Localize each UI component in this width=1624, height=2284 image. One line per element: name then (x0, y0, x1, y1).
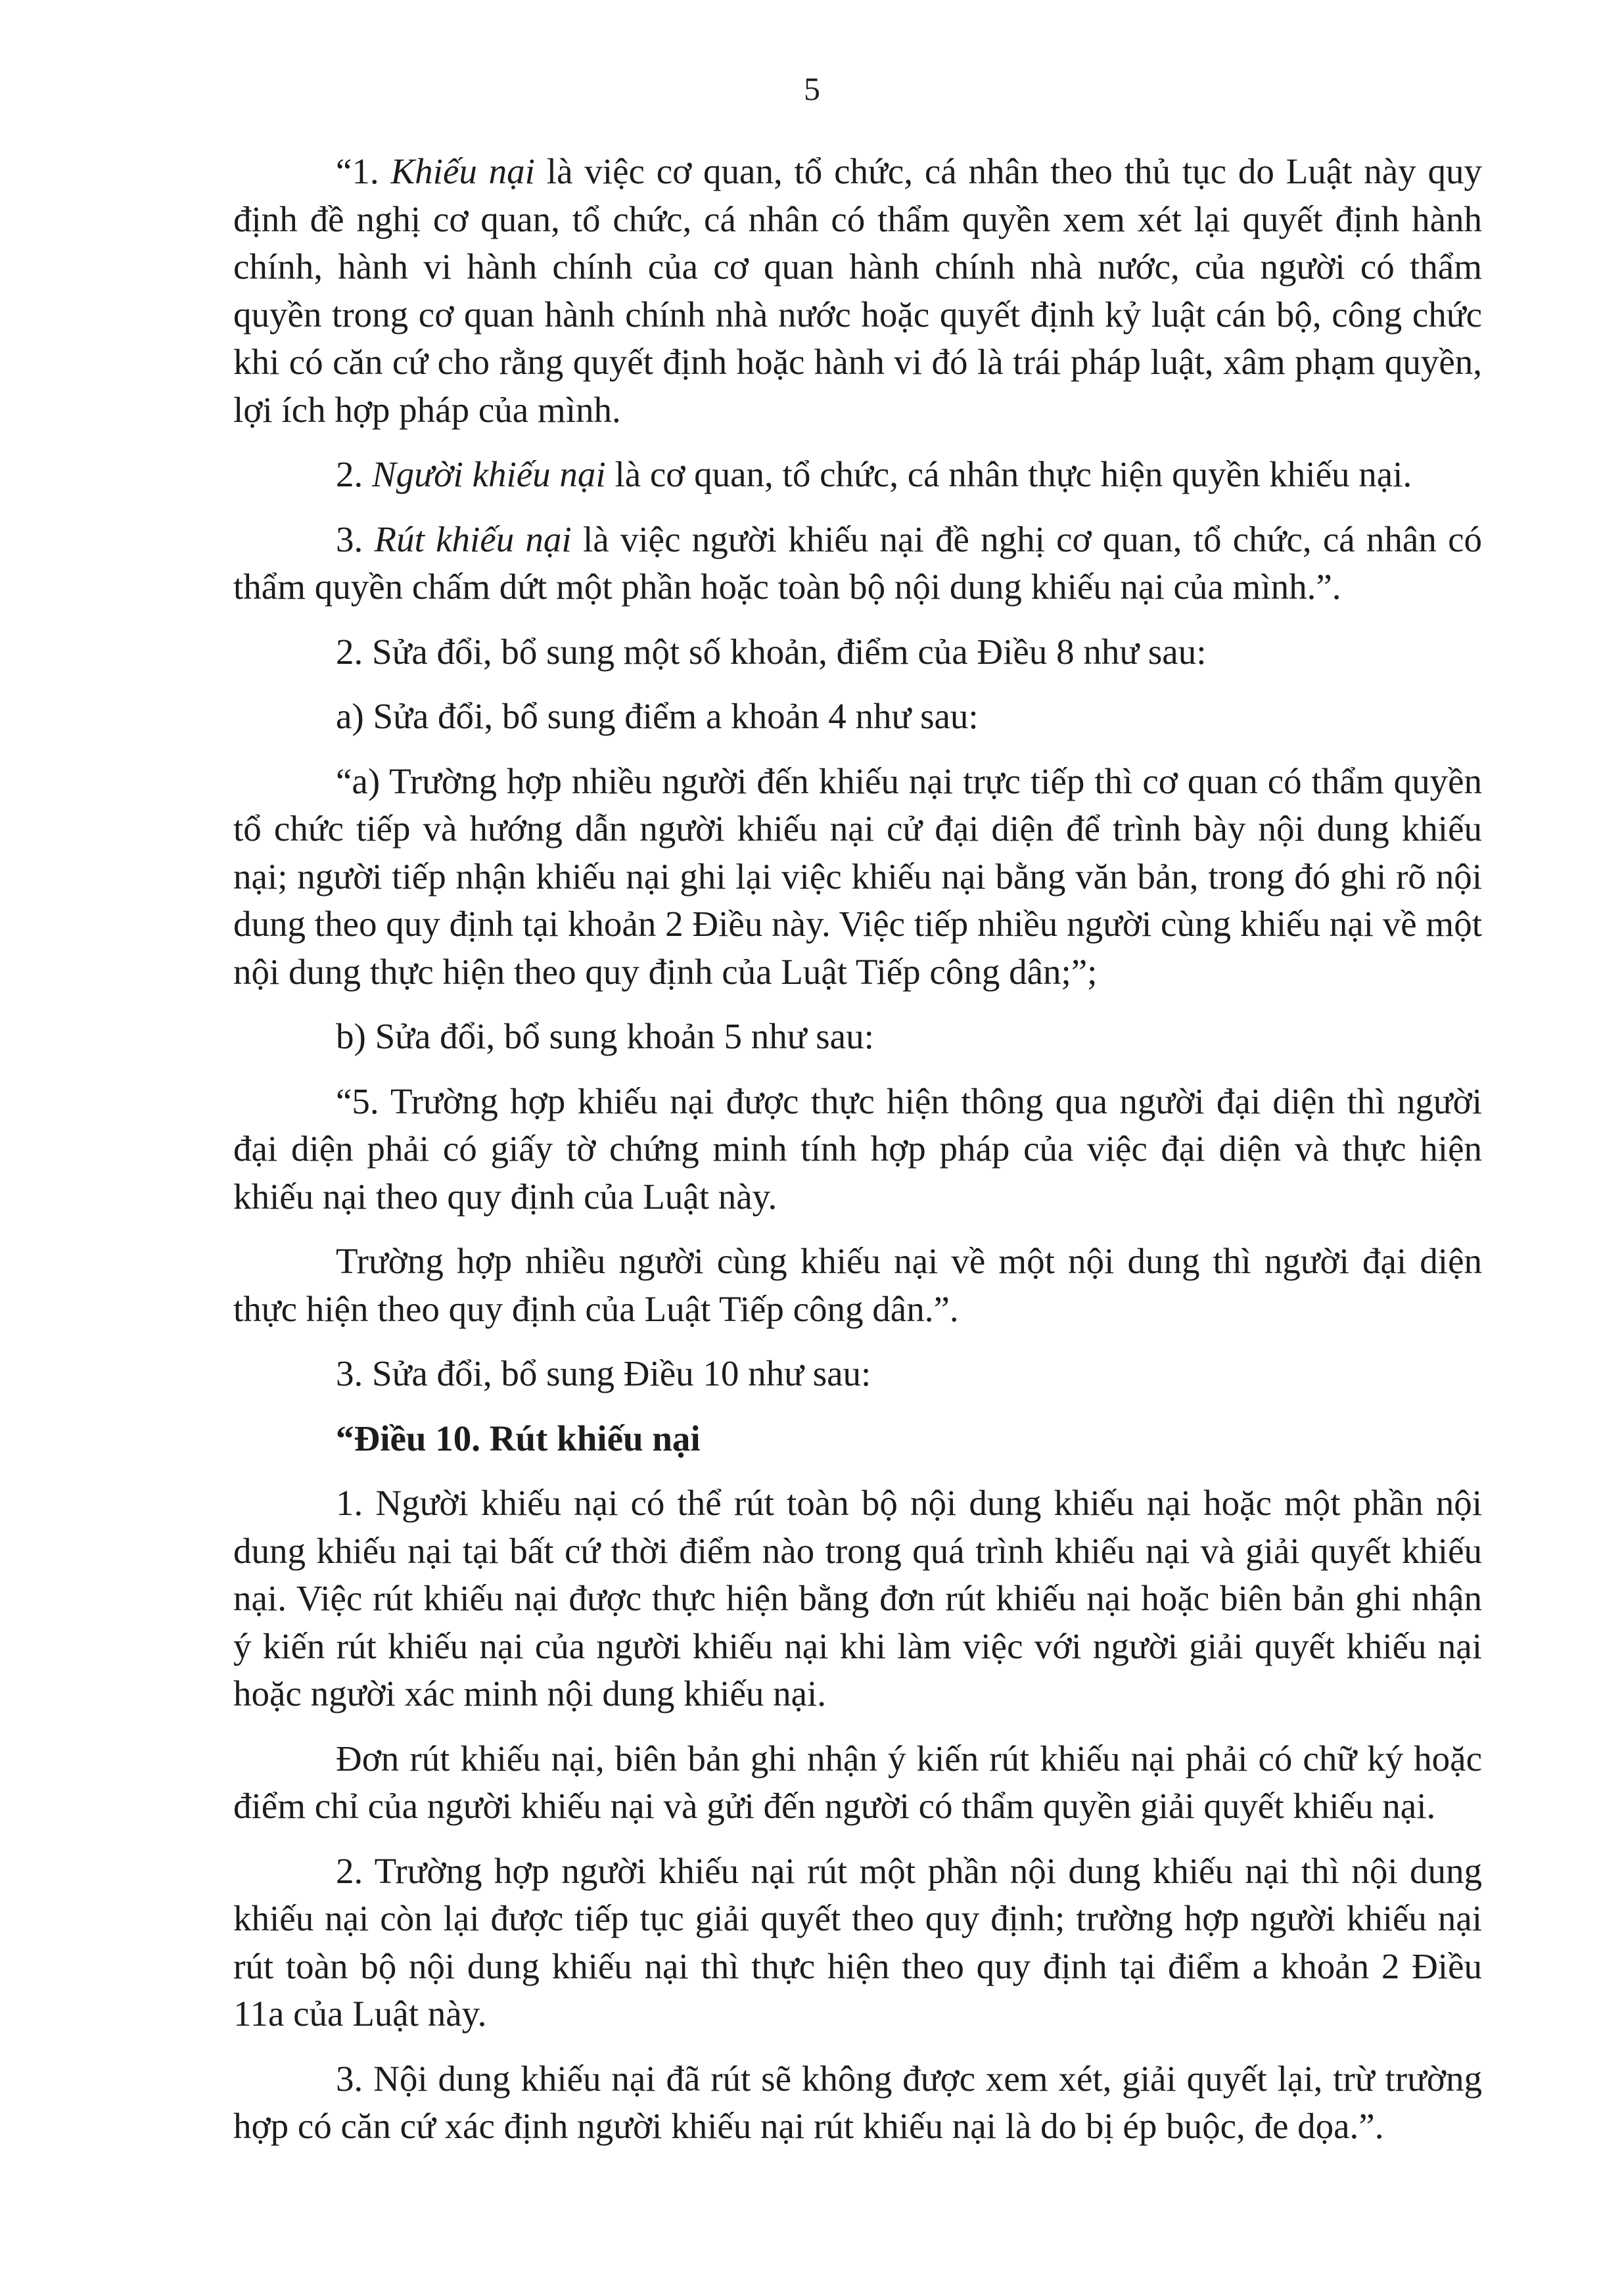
defined-term: Rút khiếu nại (374, 519, 572, 559)
paragraph-article-10-clause-2: 2. Trường hợp người khiếu nại rút một phần nội dung khiếu nại thì nội dung khiếu nại còn lại được tiếp tục giải quyết theo quy định; trường hợp người khiếu nại rút toàn bộ nội dung khiếu nại thì thực hiện theo quy định tại điểm a khoản 2 Điều 11a của Luật này. (233, 1850, 1482, 2034)
paragraph-text: là cơ quan, tổ chức, cá nhân thực hiện quyền khiếu nại. (605, 454, 1412, 494)
paragraph-article-10-clause-1: 1. Người khiếu nại có thể rút toàn bộ nội dung khiếu nại hoặc một phần nội dung khiếu nại tại bất cứ thời điểm nào trong quá trình khiếu nại và giải quyết khiếu nại. Việc rút khiếu nại được thực hiện bằng đơn rút khiếu nại hoặc biên bản ghi nhận ý kiến rút khiếu nại của người khiếu nại khi làm việc với người giải quyết khiếu nại hoặc người xác minh nội dung khiếu nại. (233, 1483, 1482, 1713)
paragraph-clause-5-text: “5. Trường hợp khiếu nại được thực hiện thông qua người đại diện thì người đại diện phải có giấy tờ chứng minh tính hợp pháp của việc đại diện và thực hiện khiếu nại theo quy định của Luật này. (233, 1081, 1482, 1217)
paragraph-point-a-text: “a) Trường hợp nhiều người đến khiếu nại trực tiếp thì cơ quan có thẩm quyền tổ chức tiếp và hướng dẫn người khiếu nại cử đại diện để trình bày nội dung khiếu nại; người tiếp nhận khiếu nại ghi lại việc khiếu nại bằng văn bản, trong đó ghi rõ nội dung theo quy định tại khoản 2 Điều này. Việc tiếp nhiều người cùng khiếu nại về một nội dung thực hiện theo quy định của Luật Tiếp công dân;”; (233, 760, 1482, 992)
paragraph-amendment-article-8: 2. Sửa đổi, bổ sung một số khoản, điểm của Điều 8 như sau: (336, 631, 1207, 672)
paragraph-definition-2 (233, 451, 1482, 499)
paragraph-prefix: “1. (336, 151, 391, 191)
paragraph-amend-clause-5: b) Sửa đổi, bổ sung khoản 5 như sau: (336, 1016, 874, 1056)
defined-term: Khiếu nại (390, 151, 535, 191)
defined-term: Người khiếu nại (372, 454, 606, 494)
paragraph-amendment-article-10: 3. Sửa đổi, bổ sung Điều 10 như sau: (336, 1353, 871, 1393)
paragraph-definition-3 (233, 516, 1482, 611)
paragraph-article-10-clause-1-continued: Đơn rút khiếu nại, biên bản ghi nhận ý kiến rút khiếu nại phải có chữ ký hoặc điểm chỉ của người khiếu nại và gửi đến người có thẩm quyền giải quyết khiếu nại. (233, 1738, 1482, 1826)
paragraph-article-10-clause-3: 3. Nội dung khiếu nại đã rút sẽ không được xem xét, giải quyết lại, trừ trường hợp có căn cứ xác định người khiếu nại rút khiếu nại là do bị ép buộc, đe dọa.”. (233, 2058, 1482, 2146)
page-number: 5 (804, 70, 820, 107)
paragraph-prefix: 2. (336, 454, 372, 494)
paragraph-text: là việc cơ quan, tổ chức, cá nhân theo thủ tục do Luật này quy định đề nghị cơ quan, tổ chức, cá nhân có thẩm quyền xem xét lại quyết định hành chính, hành vi hành chính của cơ quan hành chính nhà nước, của người có thẩm quyền trong cơ quan hành chính nhà nước hoặc quyết định kỷ luật cán bộ, công chức khi có căn cứ cho rằng quyết định hoặc hành vi đó là trái pháp luật, xâm phạm quyền, lợi ích hợp pháp của mình. (233, 151, 1482, 430)
paragraph-amend-point-a: a) Sửa đổi, bổ sung điểm a khoản 4 như sau: (336, 696, 979, 736)
paragraph-definition-1 (233, 148, 1482, 434)
paragraph-text: là việc người khiếu nại đề nghị cơ quan, tổ chức, cá nhân có thẩm quyền chấm dứt một phần hoặc toàn bộ nội dung khiếu nại của mình.”. (233, 519, 1482, 607)
document-body (233, 148, 1482, 2168)
article-10-heading: “Điều 10. Rút khiếu nại (336, 1418, 701, 1458)
paragraph-clause-5-continued: Trường hợp nhiều người cùng khiếu nại về một nội dung thì người đại diện thực hiện theo quy định của Luật Tiếp công dân.”. (233, 1241, 1482, 1329)
paragraph-prefix: 3. (336, 519, 375, 559)
